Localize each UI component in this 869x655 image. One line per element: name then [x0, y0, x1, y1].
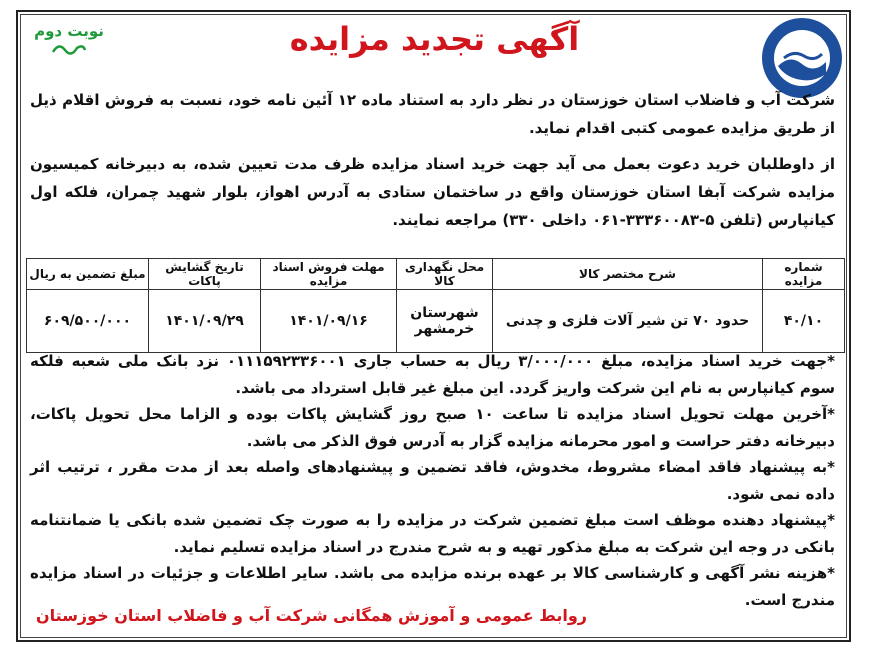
- table-header-row: [27, 259, 845, 290]
- cell-storage-location: شهرستان خرمشهر: [397, 290, 493, 353]
- condition-item-4: *پیشنهاد دهنده موظف است مبلغ تضمین شرکت در مزایده را به صورت چک تضمین شده بانکی یا ضمانتنامه بانکی در وجه این شرکت به مبلغ مذکور تهیه و به شرح مندرج در اسناد مزایده تسلیم نماید.: [30, 511, 835, 556]
- header-storage-location: محل نگهداری کالا: [397, 259, 493, 290]
- cell-guarantee-amount: ۶۰۹/۵۰۰/۰۰۰: [27, 290, 149, 353]
- cell-sale-deadline: ۱۴۰۱/۰۹/۱۶: [261, 290, 397, 353]
- footer-signature: روابط عمومی و آموزش همگانی شرکت آب و فاضلاب استان خوزستان: [36, 606, 587, 625]
- condition-item-5: *هزینه نشر آگهی و کارشناسی کالا بر عهده برنده مزایده می باشد. سایر اطلاعات و جزئیات در اسناد مزایده مندرج است.: [30, 564, 835, 609]
- condition-item-1: *جهت خرید اسناد مزایده، مبلغ ۳/۰۰۰/۰۰۰ ریال به حساب جاری ۰۱۱۱۵۹۲۳۳۶۰۰۱ نزد بانک ملی شعبه فلکه سوم کیانپارس به نام این شرکت واریز گردد. این مبلغ غیر قابل استرداد می باشد.: [30, 352, 835, 397]
- header-auction-number: شماره مزایده: [763, 259, 845, 290]
- table-row: [27, 290, 845, 353]
- condition-item-2: *آخرین مهلت تحویل اسناد مزایده تا ساعت ۱۰ صبح روز گشایش پاکات بوده و الزاما محل تحویل پاکات، دبیرخانه دفتر حراست و امور محرمانه مزایده گزار به آدرس فوق الذکر می باشد.: [30, 405, 836, 450]
- condition-item-3: *به پیشنهاد فاقد امضاء مشروط، مخدوش، فاقد تضمین و پیشنهادهای واصله بعد از مدت مقرر ، ترتیب اثر داده نمی شود.: [30, 458, 835, 503]
- auction-items-table: [26, 258, 845, 353]
- intro-paragraph-1: شرکت آب و فاضلاب استان خوزستان در نظر دارد به استناد ماده ۱۲ آئین نامه خود، نسبت به فروش اقلام ذیل از طریق مزایده عمومی کتبی اقدام نماید.: [30, 91, 835, 137]
- conditions-list: [30, 348, 835, 613]
- cell-description: حدود ۷۰ تن شیر آلات فلزی و چدنی: [493, 290, 763, 353]
- header-guarantee-amount: مبلغ تضمین به ریال: [27, 259, 149, 290]
- header-sale-deadline: مهلت فروش اسناد مزایده: [261, 259, 397, 290]
- cell-auction-number: ۴۰/۱۰: [763, 290, 845, 353]
- header-opening-date: تاریخ گشایش پاکات: [149, 259, 261, 290]
- header-description: شرح مختصر کالا: [493, 259, 763, 290]
- round-label: نوبت دوم: [34, 22, 104, 40]
- intro-paragraph-2: از داوطلبان خرید دعوت بعمل می آید جهت خرید اسناد مزایده ظرف مدت تعیین شده، به دبیرخانه کمیسیون مزایده شرکت آبفا استان خوزستان واقع در ساختمان ستادی به آدرس اهواز، بلوار شهید چمران، فلکه اول کیانپارس (تلفن ۵-۳۳۳۶۰۰۸۳-۰۶۱ داخلی ۳۳۰) مراجعه نمایند.: [30, 155, 835, 229]
- cell-opening-date: ۱۴۰۱/۰۹/۲۹: [149, 290, 261, 353]
- page-title: آگهی تجدید مزایده: [289, 20, 580, 58]
